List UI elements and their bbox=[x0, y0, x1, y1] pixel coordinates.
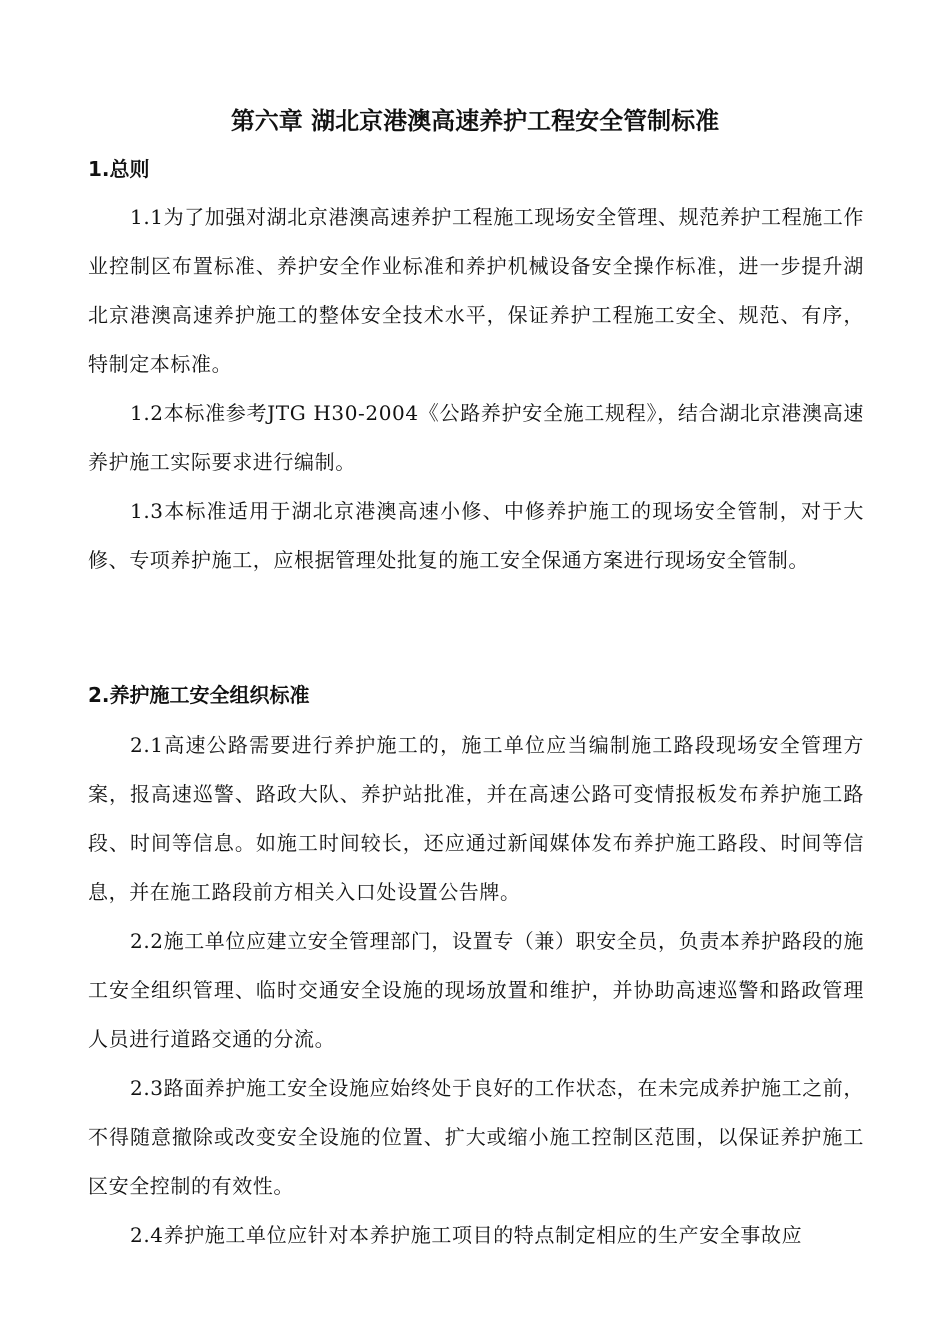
paragraph-2-4: 2.4养护施工单位应针对本养护施工项目的特点制定相应的生产安全事故应 bbox=[130, 1223, 803, 1247]
paragraph-2-1: 2.1高速公路需要进行养护施工的，施工单位应当编制施工路段现场安全管理方案，报高速巡警、路政大队、养护站批准，并在高速公路可变情报板发布养护施工路段、时间等信息。如施工时间较长，还应通过新闻媒体发布养护施工路段、时间等信息，并在施工路段前方相关入口处设置公告牌。 bbox=[88, 733, 864, 904]
paragraph-1-1: 1.1为了加强对湖北京港澳高速养护工程施工现场安全管理、规范养护工程施工作业控制区布置标准、养护安全作业标准和养护机械设备安全操作标准，进一步提升湖北京港澳高速养护施工的整体安全技术水平，保证养护工程施工安全、规范、有序，特制定本标准。 bbox=[88, 205, 865, 376]
page-title: 第六章 湖北京港澳高速养护工程安全管制标准 bbox=[230, 107, 720, 135]
paragraph-1-3: 1.3本标准适用于湖北京港澳高速小修、中修养护施工的现场安全管制，对于大修、专项养护施工，应根据管理处批复的施工安全保通方案进行现场安全管制。 bbox=[88, 499, 864, 572]
section-heading-general: 1.总则 bbox=[88, 157, 150, 181]
paragraph-1-2: 1.2本标准参考JTG H30-2004《公路养护安全施工规程》，结合湖北京港澳高速养护施工实际要求进行编制。 bbox=[88, 401, 864, 474]
section-heading-safety-organization: 2.养护施工安全组织标准 bbox=[88, 683, 310, 707]
paragraph-2-3: 2.3路面养护施工安全设施应始终处于良好的工作状态，在未完成养护施工之前，不得随意撤除或改变安全设施的位置、扩大或缩小施工控制区范围，以保证养护施工区安全控制的有效性。 bbox=[88, 1076, 865, 1198]
paragraph-2-2: 2.2施工单位应建立安全管理部门，设置专（兼）职安全员，负责本养护路段的施工安全组织管理、临时交通安全设施的现场放置和维护，并协助高速巡警和路政管理人员进行道路交通的分流。 bbox=[88, 929, 865, 1051]
